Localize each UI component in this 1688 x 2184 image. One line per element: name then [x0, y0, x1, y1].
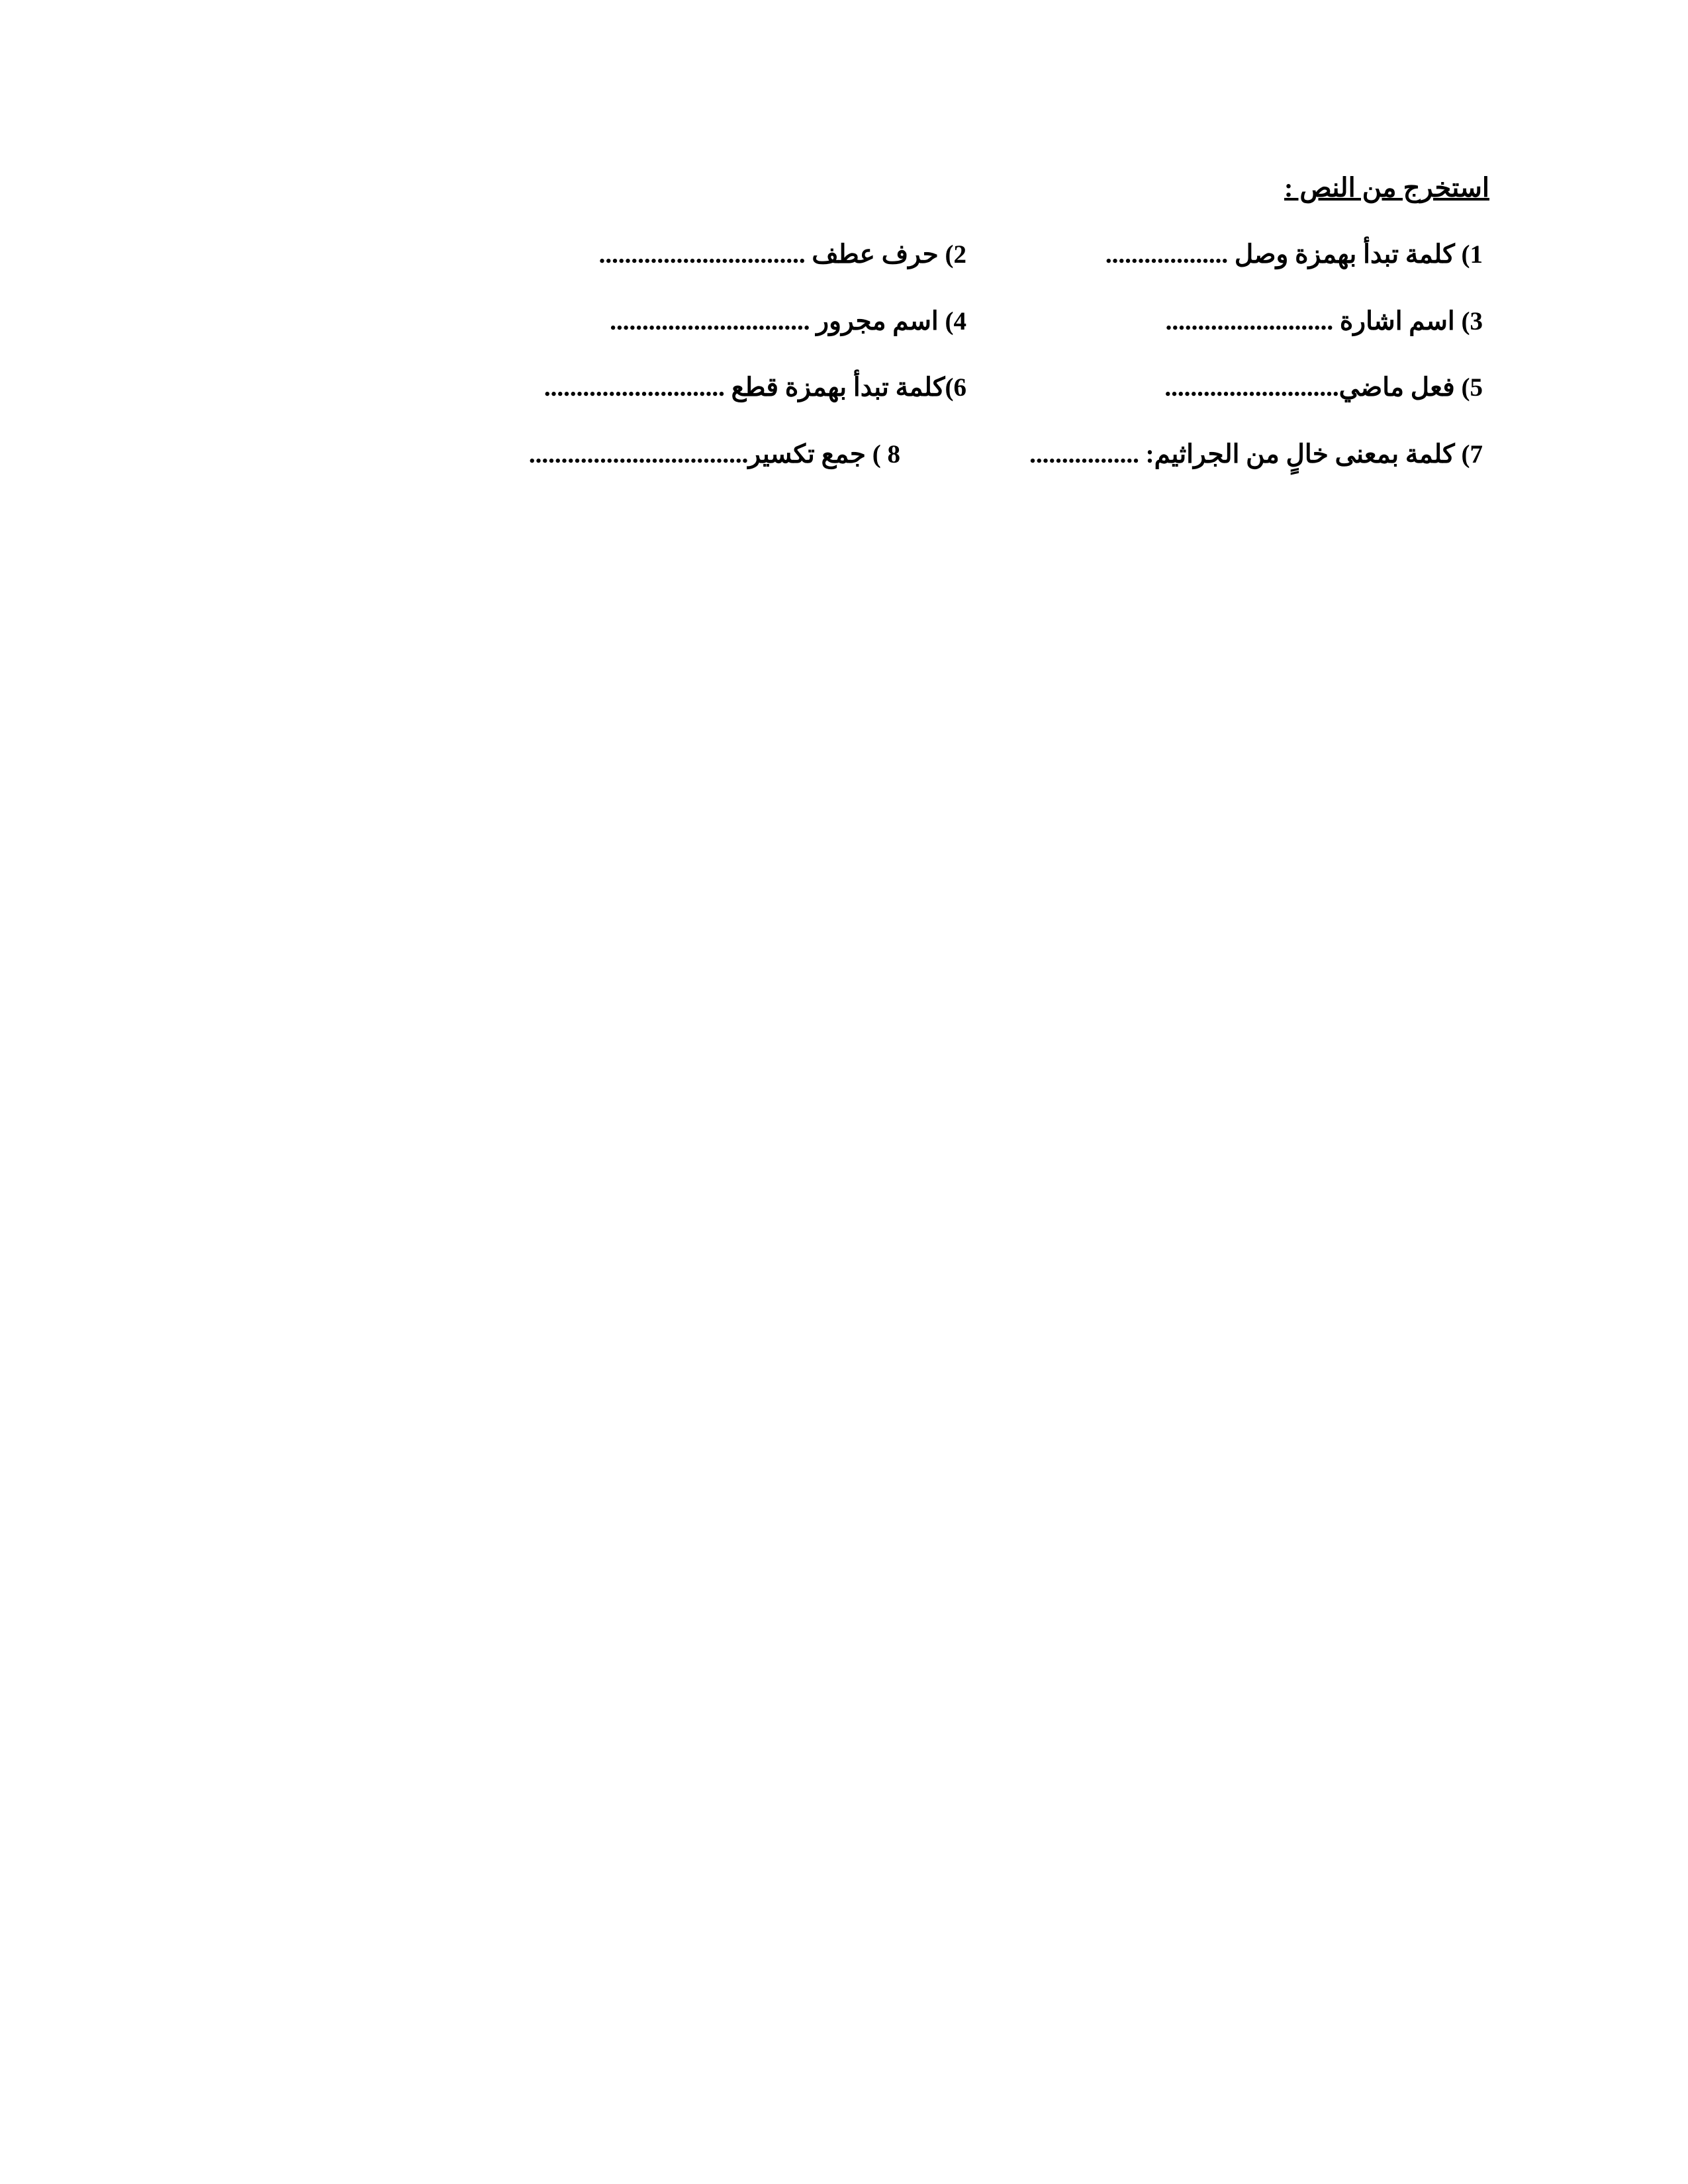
- page-title: استخرج من النص :: [1284, 173, 1489, 203]
- exercise-item-8[interactable]: 8 ) جمع تكسير..................................: [528, 439, 900, 469]
- exercise-items-list: [199, 238, 1489, 473]
- exercise-item-2[interactable]: 2) حرف عطف ................................: [598, 240, 966, 269]
- exercise-row: [199, 304, 1489, 340]
- exercise-row: [199, 437, 1489, 473]
- exercise-item-6[interactable]: 6)كلمة تبدأ بهمزة قطع ............................: [543, 373, 966, 402]
- exercise-item-4[interactable]: 4) اسم مجرور ...............................: [610, 306, 966, 336]
- exercise-item-3[interactable]: 3) اسم اشارة ..........................: [1165, 306, 1483, 336]
- exercise-item-7[interactable]: 7) كلمة بمعنى خالٍ من الجراثيم: .................: [1029, 439, 1483, 469]
- exercise-row: [199, 371, 1489, 406]
- exercise-item-1[interactable]: 1) كلمة تبدأ بهمزة وصل ...................: [1105, 240, 1483, 269]
- exercise-item-5[interactable]: 5) فعل ماضي...........................: [1164, 373, 1483, 402]
- exercise-row: [199, 238, 1489, 273]
